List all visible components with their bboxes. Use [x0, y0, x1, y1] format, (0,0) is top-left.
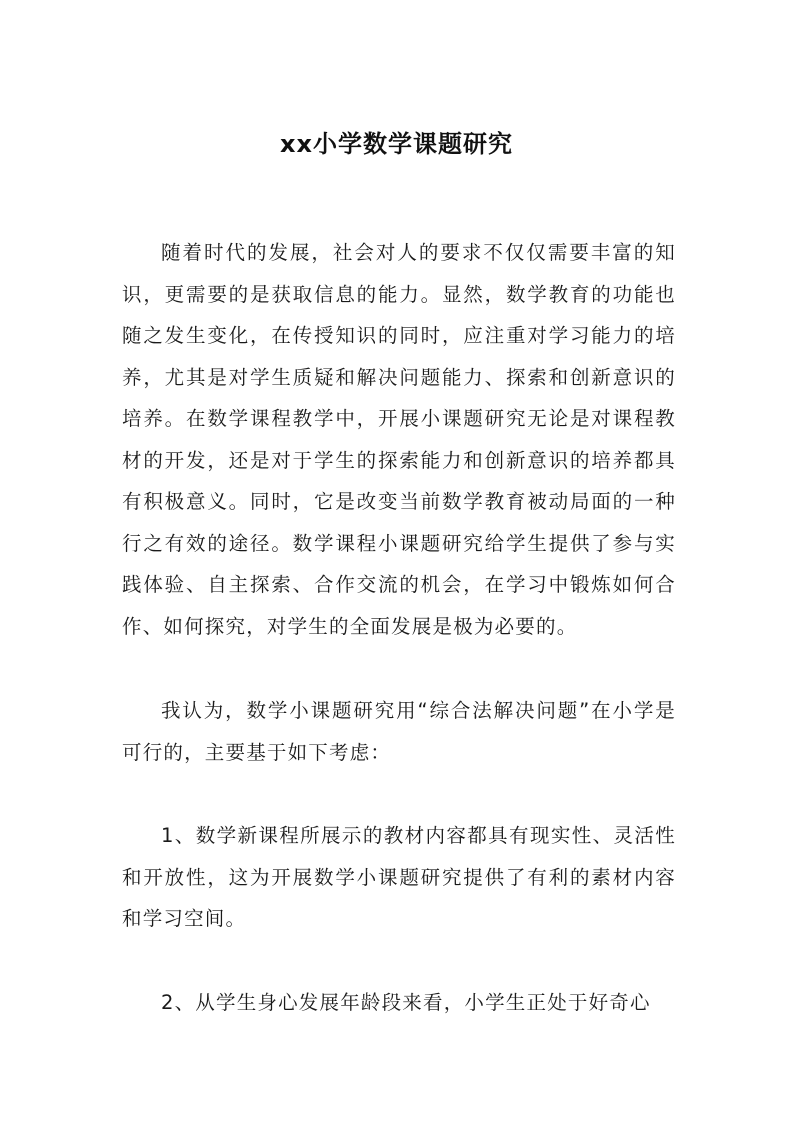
document-title: xx小学数学课题研究 — [280, 130, 513, 158]
paragraph-opinion: 我认为，数学小课题研究用“综合法解决问题”在小学是可行的，主要基于如下考虑： — [122, 699, 676, 764]
paragraph-point-1: 1、数学新课程所展示的教材内容都具有现实性、灵活性和开放性，这为开展数学小课题研究提供了有利的素材内容和学习空间。 — [122, 824, 676, 930]
paragraph-point-2: 2、从学生身心发展年龄段来看，小学生正处于好奇心 — [161, 991, 651, 1014]
paragraph-intro: 随着时代的发展，社会对人的要求不仅仅需要丰富的知识，更需要的是获取信息的能力。显然，数学教育的功能也随之发生变化，在传授知识的同时，应注重对学习能力的培养，尤其是对学生质疑和解决问题能力、探索和创新意识的培养。在数学课程教学中，开展小课题研究无论是对课程教材的开发，还是对于学生的探索能力和创新意识的培养都具有积极意义。同时，它是改变当前数学教育被动局面的一种行之有效的途径。数学课程小课题研究给学生提供了参与实践体验、自主探索、合作交流的机会，在学习中锻炼如何合作、如何探究，对学生的全面发展是极为必要的。 — [122, 241, 676, 638]
